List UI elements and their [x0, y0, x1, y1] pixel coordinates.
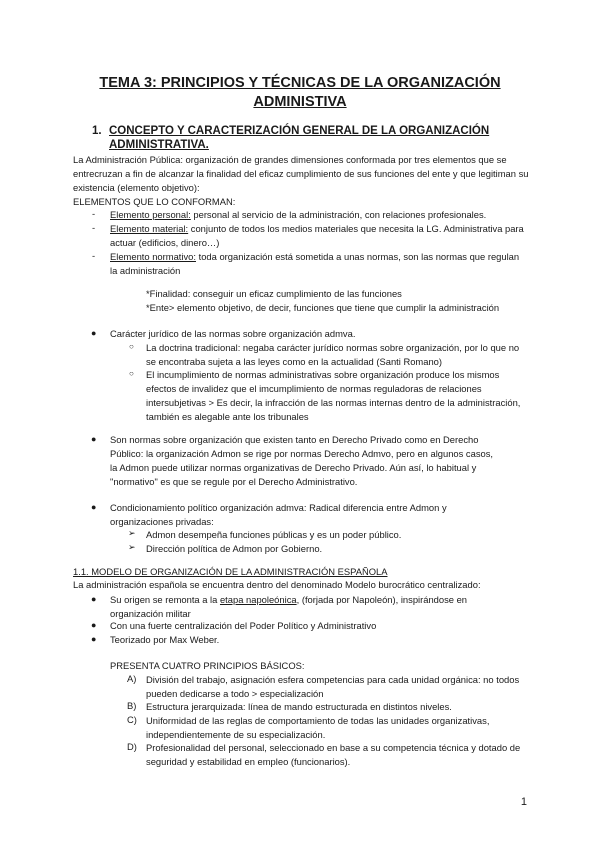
list-letter: D) — [127, 741, 137, 752]
elements-title: ELEMENTOS QUE LO CONFORMAN: — [73, 196, 236, 207]
element-term: Elemento personal: — [110, 209, 191, 220]
underlined-term: etapa napoleónica — [219, 594, 297, 605]
element-term: Elemento material: — [110, 223, 189, 234]
note-finalidad: *Finalidad: conseguir un eficaz cumplimiento de las funciones — [146, 288, 402, 299]
circle-bullet-icon: ○ — [129, 342, 134, 351]
bullet-icon: ● — [91, 634, 97, 644]
bullet-centralizacion: Con una fuerte centralización del Poder Político y Administrativo — [110, 620, 377, 631]
element-text: personal al servicio de la administración, con relaciones profesionales. — [190, 209, 487, 220]
list-letter: C) — [127, 714, 137, 725]
element-material — [110, 222, 528, 250]
element-term: Elemento normativo: — [110, 251, 196, 262]
principles-title: PRESENTA CUATRO PRINCIPIOS BÁSICOS: — [110, 660, 305, 671]
principle-profesionalidad: Profesionalidad del personal, seleccionado en base a su competencia técnica y dotado de seguridad y estabilidad en empleo (funcionarios). — [146, 742, 521, 767]
principle-uniformidad: Uniformidad de las reglas de comportamiento de todas las unidades organizativas, independientemente de su especialización. — [146, 715, 490, 740]
dash-bullet: - — [92, 250, 96, 261]
principle-jerarquia: Estructura jerarquizada: línea de mando estructurada en distintos niveles. — [146, 701, 452, 712]
element-personal — [110, 208, 530, 222]
bullet-derecho: Son normas sobre organización que existen tanto en Derecho Privado como en Derecho Público: la organización Admon se rige por normas Derecho Admvo, pero en algunos casos, la Admon puede utilizar normas organizativas de Derecho Privado. Aún así, lo habitual y "normativo" es que se regule por el Derecho Administrativo. — [110, 434, 494, 487]
circle-bullet-icon: ○ — [129, 369, 134, 378]
page-title: TEMA 3: PRINCIPIOS Y TÉCNICAS DE LA ORGANIZACIÓN ADMINISTIVA — [99, 75, 501, 110]
section-number: 1. — [92, 125, 102, 137]
bullet-icon: ● — [91, 620, 97, 630]
arrow-bullet-icon: ➢ — [128, 528, 136, 538]
bullet-icon: ● — [91, 594, 97, 604]
list-letter: A) — [127, 673, 137, 684]
arrow-funciones: Admon desempeña funciones públicas y es un poder público. — [146, 529, 402, 540]
bullet-weber: Teorizado por Max Weber. — [110, 634, 220, 645]
section-1-1-heading: 1.1. MODELO DE ORGANIZACIÓN DE LA ADMINISTRACIÓN ESPAÑOLA — [73, 566, 388, 577]
bullet-condicionamiento: Condicionamiento político organización admva: Radical diferencia entre Admon y organizaciones privadas: — [110, 502, 447, 527]
intro-paragraph: La Administración Pública: organización de grandes dimensiones conformada por tres elementos que se entrecruzan a fin de alcanzar la finalidad del eficaz cumplimiento de sus funciones del ente y que legitiman su existencia (elemento objetivo): — [73, 154, 529, 193]
list-letter: B) — [127, 700, 137, 711]
arrow-bullet-icon: ➢ — [128, 542, 136, 552]
bullet-icon: ● — [91, 328, 97, 338]
dash-bullet: - — [92, 222, 96, 233]
sub-doctrina: La doctrina tradicional: negaba carácter jurídico normas sobre organización, por lo que no se encontraba sujeta a las leyes como en la actualidad (Santi Romano) — [146, 342, 520, 367]
sub-incumplimiento: El incumplimiento de normas administrativas sobre organización produce los mismos efectos de invalidez que el imcumplimiento de normas reguladoras de relaciones intersubjetivas > Es decir, la infracción de las normas internas dentro de la administración, también es alegable ante los tribunales — [146, 369, 521, 422]
note-ente: *Ente> elemento objetivo, de decir, funciones que tiene que cumplir la administración — [146, 302, 500, 313]
section-title: CONCEPTO Y CARACTERIZACIÓN GENERAL DE LA ORGANIZACIÓN ADMINISTRATIVA. — [109, 125, 490, 151]
text: Su origen se remonta a la — [110, 594, 220, 605]
bullet-icon: ● — [91, 434, 97, 444]
bullet-icon: ● — [91, 502, 97, 512]
text: , (forjada por Napoleón), inspirándose en organización militar — [110, 594, 468, 619]
arrow-direccion: Dirección política de Admon por Gobierno. — [146, 543, 323, 554]
bullet-caracter-juridico: Carácter jurídico de las normas sobre organización admva. — [110, 328, 356, 339]
element-normativo — [110, 250, 528, 278]
element-text: conjunto de todos los medios materiales que necesita la LG. Administrativa para actuar (edificios, dinero…) — [110, 223, 524, 248]
section-1-1-intro: La administración española se encuentra dentro del denominado Modelo burocrático centralizado: — [73, 579, 481, 590]
bullet-origen — [110, 593, 510, 621]
dash-bullet: - — [92, 208, 96, 219]
element-text: toda organización está sometida a unas normas, son las normas que regulan la administración — [110, 251, 520, 276]
page-number: 1 — [520, 796, 527, 808]
principle-division: División del trabajo, asignación esfera competencias para cada unidad orgánica: no todos pueden dedicarse a todo > especialización — [146, 674, 520, 699]
